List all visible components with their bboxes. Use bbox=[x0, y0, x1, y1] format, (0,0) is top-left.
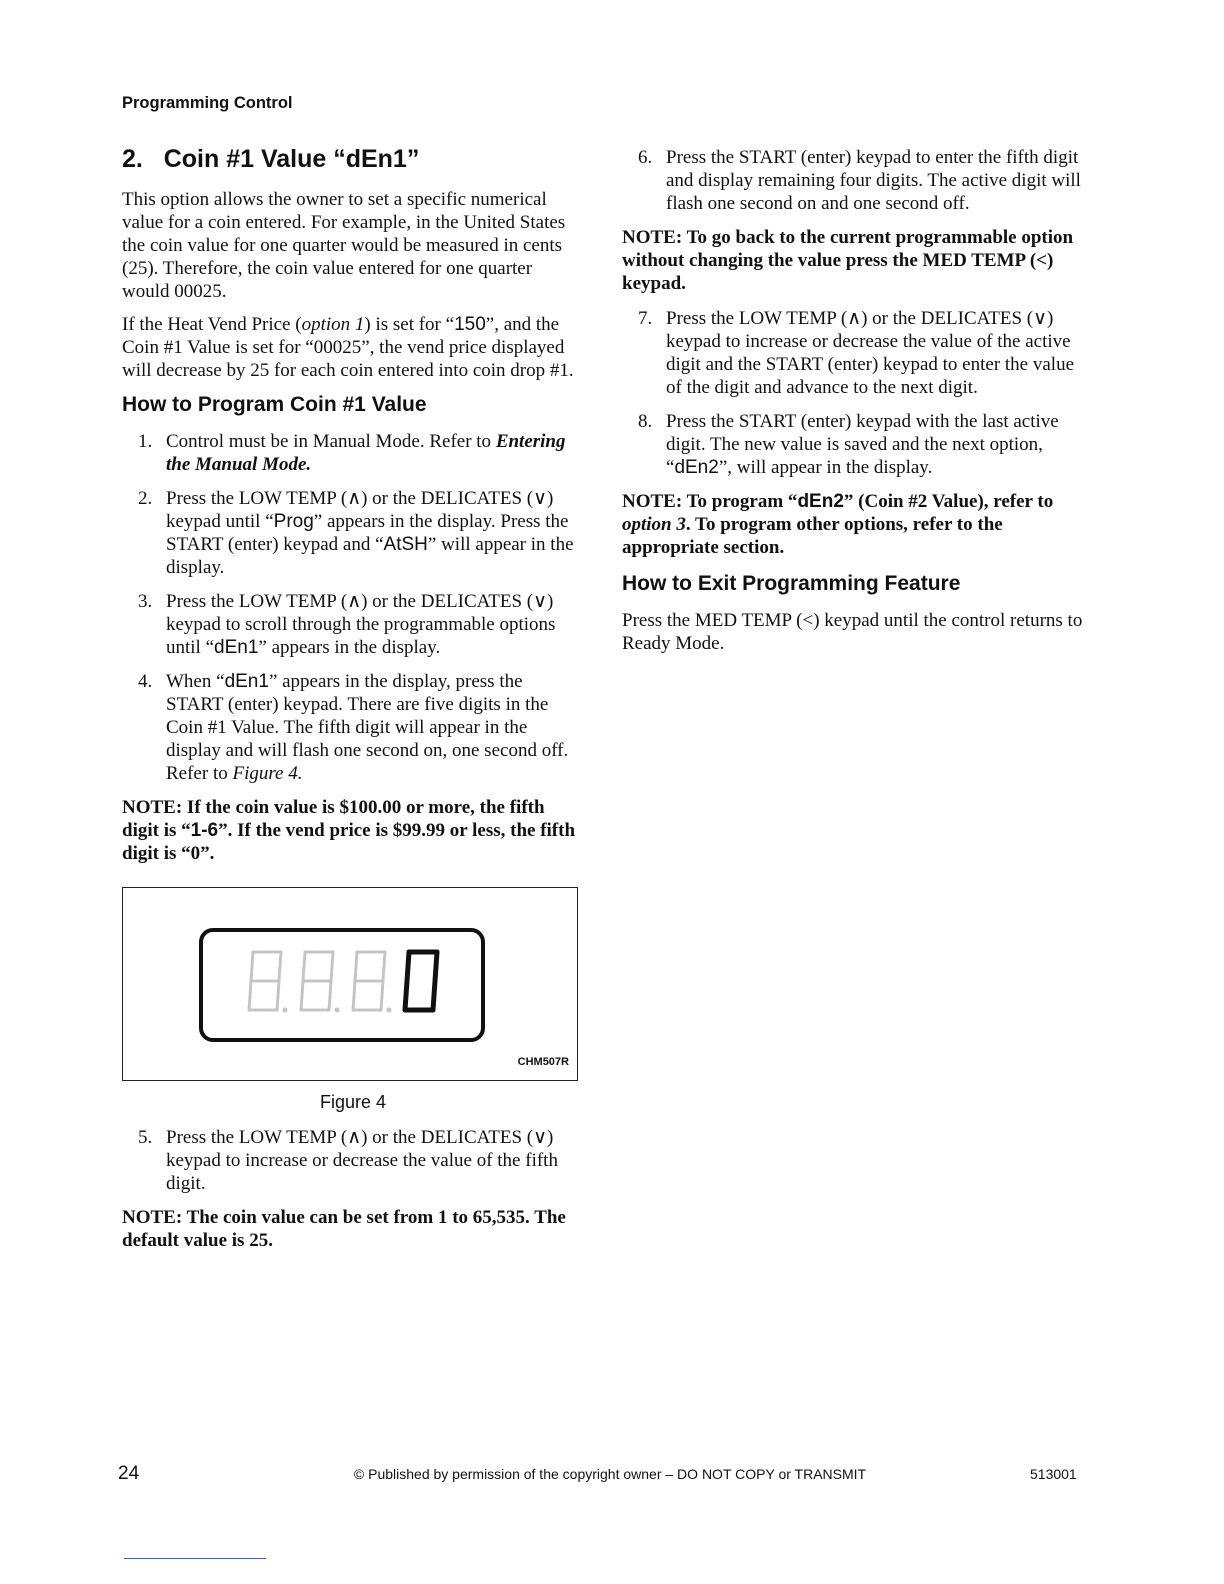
manual-mode-ref: Entering the Manual Mode. bbox=[166, 431, 566, 475]
figure-code: CHM507R bbox=[517, 1056, 569, 1068]
segment bbox=[435, 952, 437, 981]
step-3: 3. Press the LOW TEMP (∧) or the DELICATES (∨) keypad to scroll through the programmable options until “dEn1” appears in the display. bbox=[138, 591, 556, 658]
left-column bbox=[122, 144, 584, 1264]
step-5: 5. Press the LOW TEMP (∧) or the DELICATES (∨) keypad to increase or decrease the value of the fifth digit. bbox=[138, 1127, 558, 1194]
option-1-ref: option 1 bbox=[301, 314, 365, 335]
step-7: 7. Press the LOW TEMP (∧) or the DELICATES (∨) keypad to increase or decrease the value of the active digit and the START (enter) keypad to enter the value of the digit and advance to the next digit. bbox=[638, 308, 1074, 398]
step-1: 1. Control must be in Manual Mode. Refer to Entering the Manual Mode. bbox=[138, 431, 566, 475]
segment bbox=[331, 952, 333, 981]
option-3-ref: option 3 bbox=[622, 514, 686, 535]
steps-list-left bbox=[122, 430, 584, 785]
dim-digit bbox=[353, 952, 392, 1013]
document-number: 513001 bbox=[1030, 1466, 1077, 1482]
segment bbox=[303, 952, 305, 981]
seven-segment-display bbox=[199, 928, 485, 1042]
decimal-point bbox=[283, 1008, 288, 1013]
note-den2: NOTE: To program “dEn2” (Coin #2 Value), refer to option 3. To program other options, refer to the appropriate section. bbox=[622, 491, 1054, 558]
decimal-point bbox=[335, 1008, 340, 1013]
step-2: 2. Press the LOW TEMP (∧) or the DELICATES (∨) keypad until “Prog” appears in the display. Press the START (enter) keypad and “AtSH” will appear in the display. bbox=[138, 488, 574, 578]
steps-list-right bbox=[622, 146, 1084, 215]
exit-text: Press the MED TEMP (<) keypad until the control returns to Ready Mode. bbox=[622, 610, 1083, 654]
running-head: Programming Control bbox=[122, 94, 293, 112]
segment bbox=[383, 952, 385, 981]
footer-rule bbox=[124, 1558, 266, 1559]
section-title-text: Coin #1 Value bbox=[163, 145, 334, 173]
steps-list-left-2 bbox=[122, 1126, 584, 1195]
copyright-notice: © Published by permission of the copyright owner – DO NOT COPY or TRANSMIT bbox=[353, 1466, 867, 1482]
segment bbox=[405, 981, 407, 1010]
segment bbox=[407, 952, 409, 981]
note-go-back: NOTE: To go back to the current programmable option without changing the value press the MED TEMP (<) keypad. bbox=[622, 227, 1074, 294]
note-coin-range: NOTE: The coin value can be set from 1 to 65,535. The default value is 25. bbox=[122, 1207, 566, 1251]
figure-caption: Figure 4 bbox=[319, 1092, 387, 1112]
exit-heading: How to Exit Programming Feature bbox=[622, 572, 961, 595]
segment bbox=[301, 981, 303, 1010]
step-4: 4. When “dEn1” appears in the display, press the START (enter) keypad. There are five digits in the Coin #1 Value. The fifth digit will appear in the display and will flash one second on, one second off. Refer to Figure 4. bbox=[138, 671, 569, 784]
right-column bbox=[622, 146, 1084, 665]
segment bbox=[251, 952, 253, 981]
step-6: 6. Press the START (enter) keypad to enter the fifth digit and display remaining four digits. The active digit will flash one second on and one second off. bbox=[638, 147, 1081, 214]
segment bbox=[249, 981, 251, 1010]
vend-price-paragraph: If the Heat Vend Price (option 1) is set for “150”, and the Coin #1 Value is set for “00025”, the vend price displayed will decrease by 25 for each coin entered into coin drop #1. bbox=[122, 314, 574, 381]
decimal-point bbox=[387, 1008, 392, 1013]
figure-4-ref: Figure 4. bbox=[232, 763, 303, 784]
intro-paragraph: This option allows the owner to set a specific numerical value for a coin entered. For example, in the United States the coin value for one quarter would be measured in cents (25). Therefore, the coin value entered for one quarter would 00025. bbox=[122, 189, 566, 302]
segment bbox=[381, 981, 383, 1010]
section-number: 2. bbox=[122, 145, 143, 173]
dim-digit bbox=[249, 952, 288, 1013]
section-title-code: “dEn1” bbox=[333, 145, 420, 173]
segment bbox=[433, 981, 435, 1010]
dim-digit bbox=[301, 952, 340, 1013]
section-title bbox=[122, 144, 584, 174]
display-digits bbox=[203, 932, 473, 1030]
segment bbox=[353, 981, 355, 1010]
steps-list-right-2 bbox=[622, 307, 1084, 479]
segment bbox=[329, 981, 331, 1010]
how-to-heading: How to Program Coin #1 Value bbox=[122, 393, 427, 416]
figure-4 bbox=[122, 887, 578, 1081]
step-8: 8. Press the START (enter) keypad with the last active digit. The new value is saved and the next option, “dEn2”, will appear in the display. bbox=[638, 411, 1059, 478]
segment bbox=[355, 952, 357, 981]
segment bbox=[279, 952, 281, 981]
active-digit bbox=[405, 952, 437, 1010]
page-number: 24 bbox=[118, 1463, 140, 1484]
segment bbox=[277, 981, 279, 1010]
note-fifth-digit: NOTE: If the coin value is $100.00 or more, the fifth digit is “1-6”. If the vend price is $99.99 or less, the fifth digit is “0”. bbox=[122, 797, 576, 864]
